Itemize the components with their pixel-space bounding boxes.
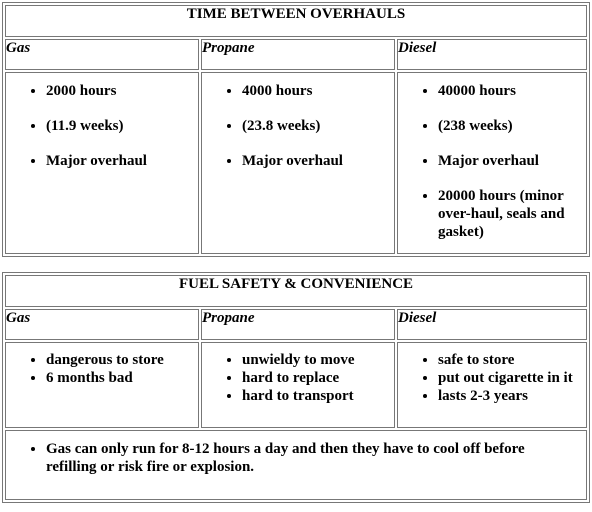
list-item: • (11.9 weeks)	[46, 117, 198, 135]
overhauls-table	[2, 2, 590, 257]
overhauls-header-gas: Gas	[5, 39, 199, 70]
safety-note-list	[6, 440, 586, 476]
safety-header-gas: Gas	[5, 309, 199, 340]
safety-header-propane: Propane	[201, 309, 395, 340]
list-item: • (23.8 weeks)	[242, 117, 394, 135]
overhauls-diesel-cell	[397, 72, 587, 254]
overhauls-title: TIME BETWEEN OVERHAULS	[5, 5, 587, 37]
list-item: • unwieldy to move	[242, 351, 394, 369]
list-item: • lasts 2-3 years	[438, 387, 580, 405]
list-item: • Major overhaul	[46, 152, 198, 170]
safety-note: • Gas can only run for 8-12 hours a day and then they have to cool off before refilling or risk fire or explosion.	[46, 440, 572, 476]
list-item: • Major overhaul	[242, 152, 394, 170]
list-item: • 2000 hours	[46, 82, 198, 100]
safety-propane-list	[202, 351, 394, 405]
list-item: • dangerous to store	[46, 351, 198, 369]
safety-header-diesel: Diesel	[397, 309, 587, 340]
safety-gas-list	[6, 351, 198, 387]
list-item: • 4000 hours	[242, 82, 394, 100]
safety-table	[2, 272, 590, 503]
overhauls-gas-cell	[5, 72, 199, 254]
safety-note-cell	[5, 430, 587, 500]
safety-title: FUEL SAFETY & CONVENIENCE	[5, 275, 587, 307]
safety-gas-cell	[5, 342, 199, 428]
overhauls-gas-list	[6, 82, 198, 170]
overhauls-diesel-list	[398, 82, 586, 241]
list-item: • 40000 hours	[438, 82, 580, 100]
list-item: • (238 weeks)	[438, 117, 580, 135]
safety-diesel-cell	[397, 342, 587, 428]
list-item: • 20000 hours (minor over-haul, seals and gasket)	[438, 187, 580, 241]
list-item: • put out cigarette in it	[438, 369, 580, 387]
overhauls-propane-list	[202, 82, 394, 170]
safety-diesel-list	[398, 351, 586, 405]
list-item: • 6 months bad	[46, 369, 198, 387]
overhauls-header-diesel: Diesel	[397, 39, 587, 70]
overhauls-propane-cell	[201, 72, 395, 254]
overhauls-header-propane: Propane	[201, 39, 395, 70]
list-item: • Major overhaul	[438, 152, 580, 170]
list-item: • safe to store	[438, 351, 580, 369]
list-item: • hard to transport	[242, 387, 394, 405]
safety-propane-cell	[201, 342, 395, 428]
list-item: • hard to replace	[242, 369, 394, 387]
